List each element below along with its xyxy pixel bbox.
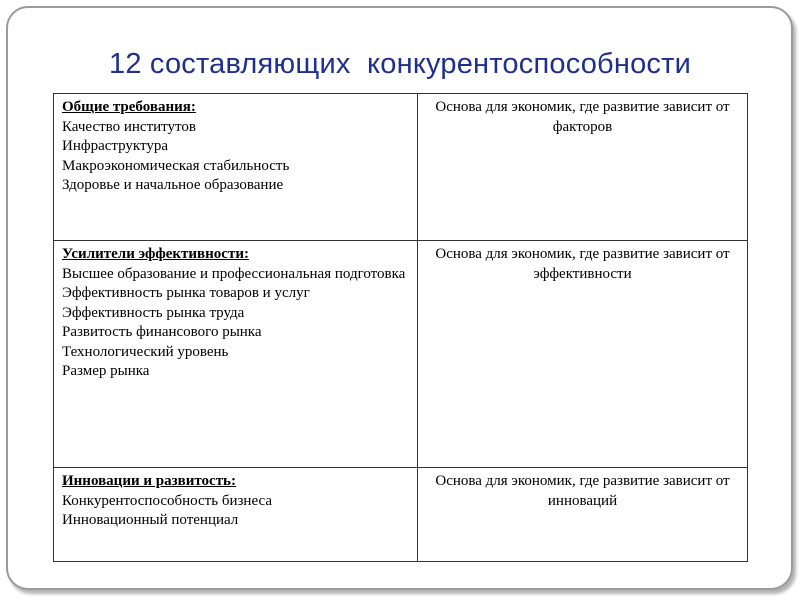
group-item: Эффективность рынка товаров и услуг [62, 285, 310, 301]
group-item: Эффективность рынка труда [62, 304, 245, 321]
group-heading: Общие требования: [62, 99, 196, 115]
stage-description: Основа для экономик, где развитие зависит от факторов [435, 99, 730, 135]
slide-title: 12 составляющих конкурентоспособности [109, 48, 691, 80]
pillar-group-cell [54, 468, 418, 562]
group-item: Качество институтов [62, 118, 196, 135]
stage-description-cell [418, 468, 748, 562]
stage-description: Основа для экономик, где развитие зависит от эффективности [435, 246, 730, 282]
group-item: Технологический уровень [62, 343, 229, 360]
group-item: Инфраструктура [62, 138, 169, 154]
group-item: Здоровье и начальное образование [62, 177, 284, 193]
competitiveness-table [53, 93, 748, 562]
stage-description-cell [418, 241, 748, 468]
pillar-group-cell [54, 94, 418, 241]
stage-description: Основа для экономик, где развитие зависит от инноваций [435, 473, 730, 509]
table-row [54, 468, 748, 562]
group-item: Инновационный потенциал [62, 512, 239, 528]
group-heading: Инновации и развитость: [62, 473, 236, 489]
table-row [54, 94, 748, 241]
group-item: Высшее образование и профессиональная подготовка [62, 265, 406, 282]
pillar-group-cell [54, 241, 418, 468]
group-item: Размер рынка [62, 363, 150, 379]
group-item: Макроэкономическая стабильность [62, 157, 290, 174]
group-heading: Усилители эффективности: [62, 246, 249, 262]
stage-description-cell [418, 94, 748, 241]
group-item: Развитость финансового рынка [62, 324, 262, 340]
group-item: Конкурентоспособность бизнеса [62, 492, 272, 509]
table-row [54, 241, 748, 468]
